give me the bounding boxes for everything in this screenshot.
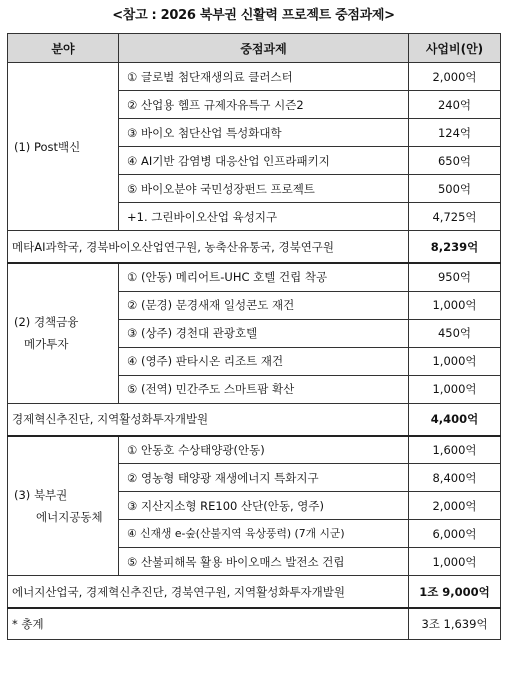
agencies-cell: 메타AI과학국, 경북바이오산업연구원, 농축산유통국, 경북연구원 xyxy=(8,231,409,264)
table-row xyxy=(8,263,501,291)
task-amount: 1,600억 xyxy=(409,436,501,464)
field-cell-3 xyxy=(8,436,119,576)
task-amount: 1,000억 xyxy=(409,375,501,403)
field-line: 에너지공동체 xyxy=(36,509,103,524)
task-amount: 450억 xyxy=(409,319,501,347)
task-amount: 950억 xyxy=(409,263,501,291)
field-line: (2) 경책금융 xyxy=(14,315,79,330)
subtotal-amount: 8,239억 xyxy=(409,231,501,264)
table-header-row xyxy=(8,34,501,63)
subtotal-row xyxy=(8,403,501,436)
task-name: ③ (상주) 경천대 관광호텔 xyxy=(119,319,409,347)
header-tasks: 중점과제 xyxy=(119,34,409,63)
task-name: ⑤ (전역) 민간주도 스마트팜 확산 xyxy=(119,375,409,403)
task-name: ① 글로벌 첨단재생의료 클러스터 xyxy=(119,63,409,91)
task-amount: 2,000억 xyxy=(409,492,501,520)
task-name: ① (안동) 메리어트-UHC 호텔 건립 착공 xyxy=(119,263,409,291)
total-row xyxy=(8,608,501,640)
task-amount: 650억 xyxy=(409,147,501,175)
subtotal-amount: 4,400억 xyxy=(409,403,501,436)
task-name: ③ 지산지소형 RE100 산단(안동, 영주) xyxy=(119,492,409,520)
task-amount: 1,000억 xyxy=(409,347,501,375)
task-name: ② 영농형 태양광 재생에너지 특화지구 xyxy=(119,464,409,492)
header-budget: 사업비(안) xyxy=(409,34,501,63)
header-field: 분야 xyxy=(8,34,119,63)
task-name: ① 안동호 수상태양광(안동) xyxy=(119,436,409,464)
task-name: ④ 신재생 e-숲(산불지역 육상풍력) (7개 시군) xyxy=(119,520,409,548)
total-label: * 총계 xyxy=(8,608,409,640)
subtotal-row xyxy=(8,576,501,609)
task-name: ⑤ 산불피해목 활용 바이오매스 발전소 건립 xyxy=(119,548,409,576)
table-row xyxy=(8,436,501,464)
task-name: +1. 그린바이오산업 육성지구 xyxy=(119,203,409,231)
task-name: ④ AI기반 감염병 대응산업 인프라패키지 xyxy=(119,147,409,175)
task-name: ④ (영주) 판타시온 리조트 재건 xyxy=(119,347,409,375)
task-name: ② (문경) 문경새재 일성콘도 재건 xyxy=(119,291,409,319)
field-line: 메가투자 xyxy=(24,337,69,352)
task-amount: 240억 xyxy=(409,91,501,119)
task-amount: 8,400억 xyxy=(409,464,501,492)
field-cell-2 xyxy=(8,263,119,403)
task-name: ② 산업용 헴프 규제자유특구 시즌2 xyxy=(119,91,409,119)
task-name: ③ 바이오 첨단산업 특성화대학 xyxy=(119,119,409,147)
field-line: (3) 북부권 xyxy=(14,487,68,502)
task-name: ⑤ 바이오분야 국민성장펀드 프로젝트 xyxy=(119,175,409,203)
agencies-cell: 에너지산업국, 경제혁신추진단, 경북연구원, 지역활성화투자개발원 xyxy=(8,576,409,609)
task-amount: 1,000억 xyxy=(409,548,501,576)
task-amount: 6,000억 xyxy=(409,520,501,548)
project-table xyxy=(7,33,501,640)
total-amount: 3조 1,639억 xyxy=(409,608,501,640)
subtotal-amount: 1조 9,000억 xyxy=(409,576,501,609)
agencies-cell: 경제혁신추진단, 지역활성화투자개발원 xyxy=(8,403,409,436)
subtotal-row xyxy=(8,231,501,264)
table-row xyxy=(8,63,501,91)
task-amount: 4,725억 xyxy=(409,203,501,231)
task-amount: 124억 xyxy=(409,119,501,147)
task-amount: 500억 xyxy=(409,175,501,203)
page-title: <참고 : 2026 북부권 신활력 프로젝트 중점과제> xyxy=(112,8,395,23)
task-amount: 2,000억 xyxy=(409,63,501,91)
task-amount: 1,000억 xyxy=(409,291,501,319)
field-cell-1: (1) Post백신 xyxy=(8,63,119,231)
